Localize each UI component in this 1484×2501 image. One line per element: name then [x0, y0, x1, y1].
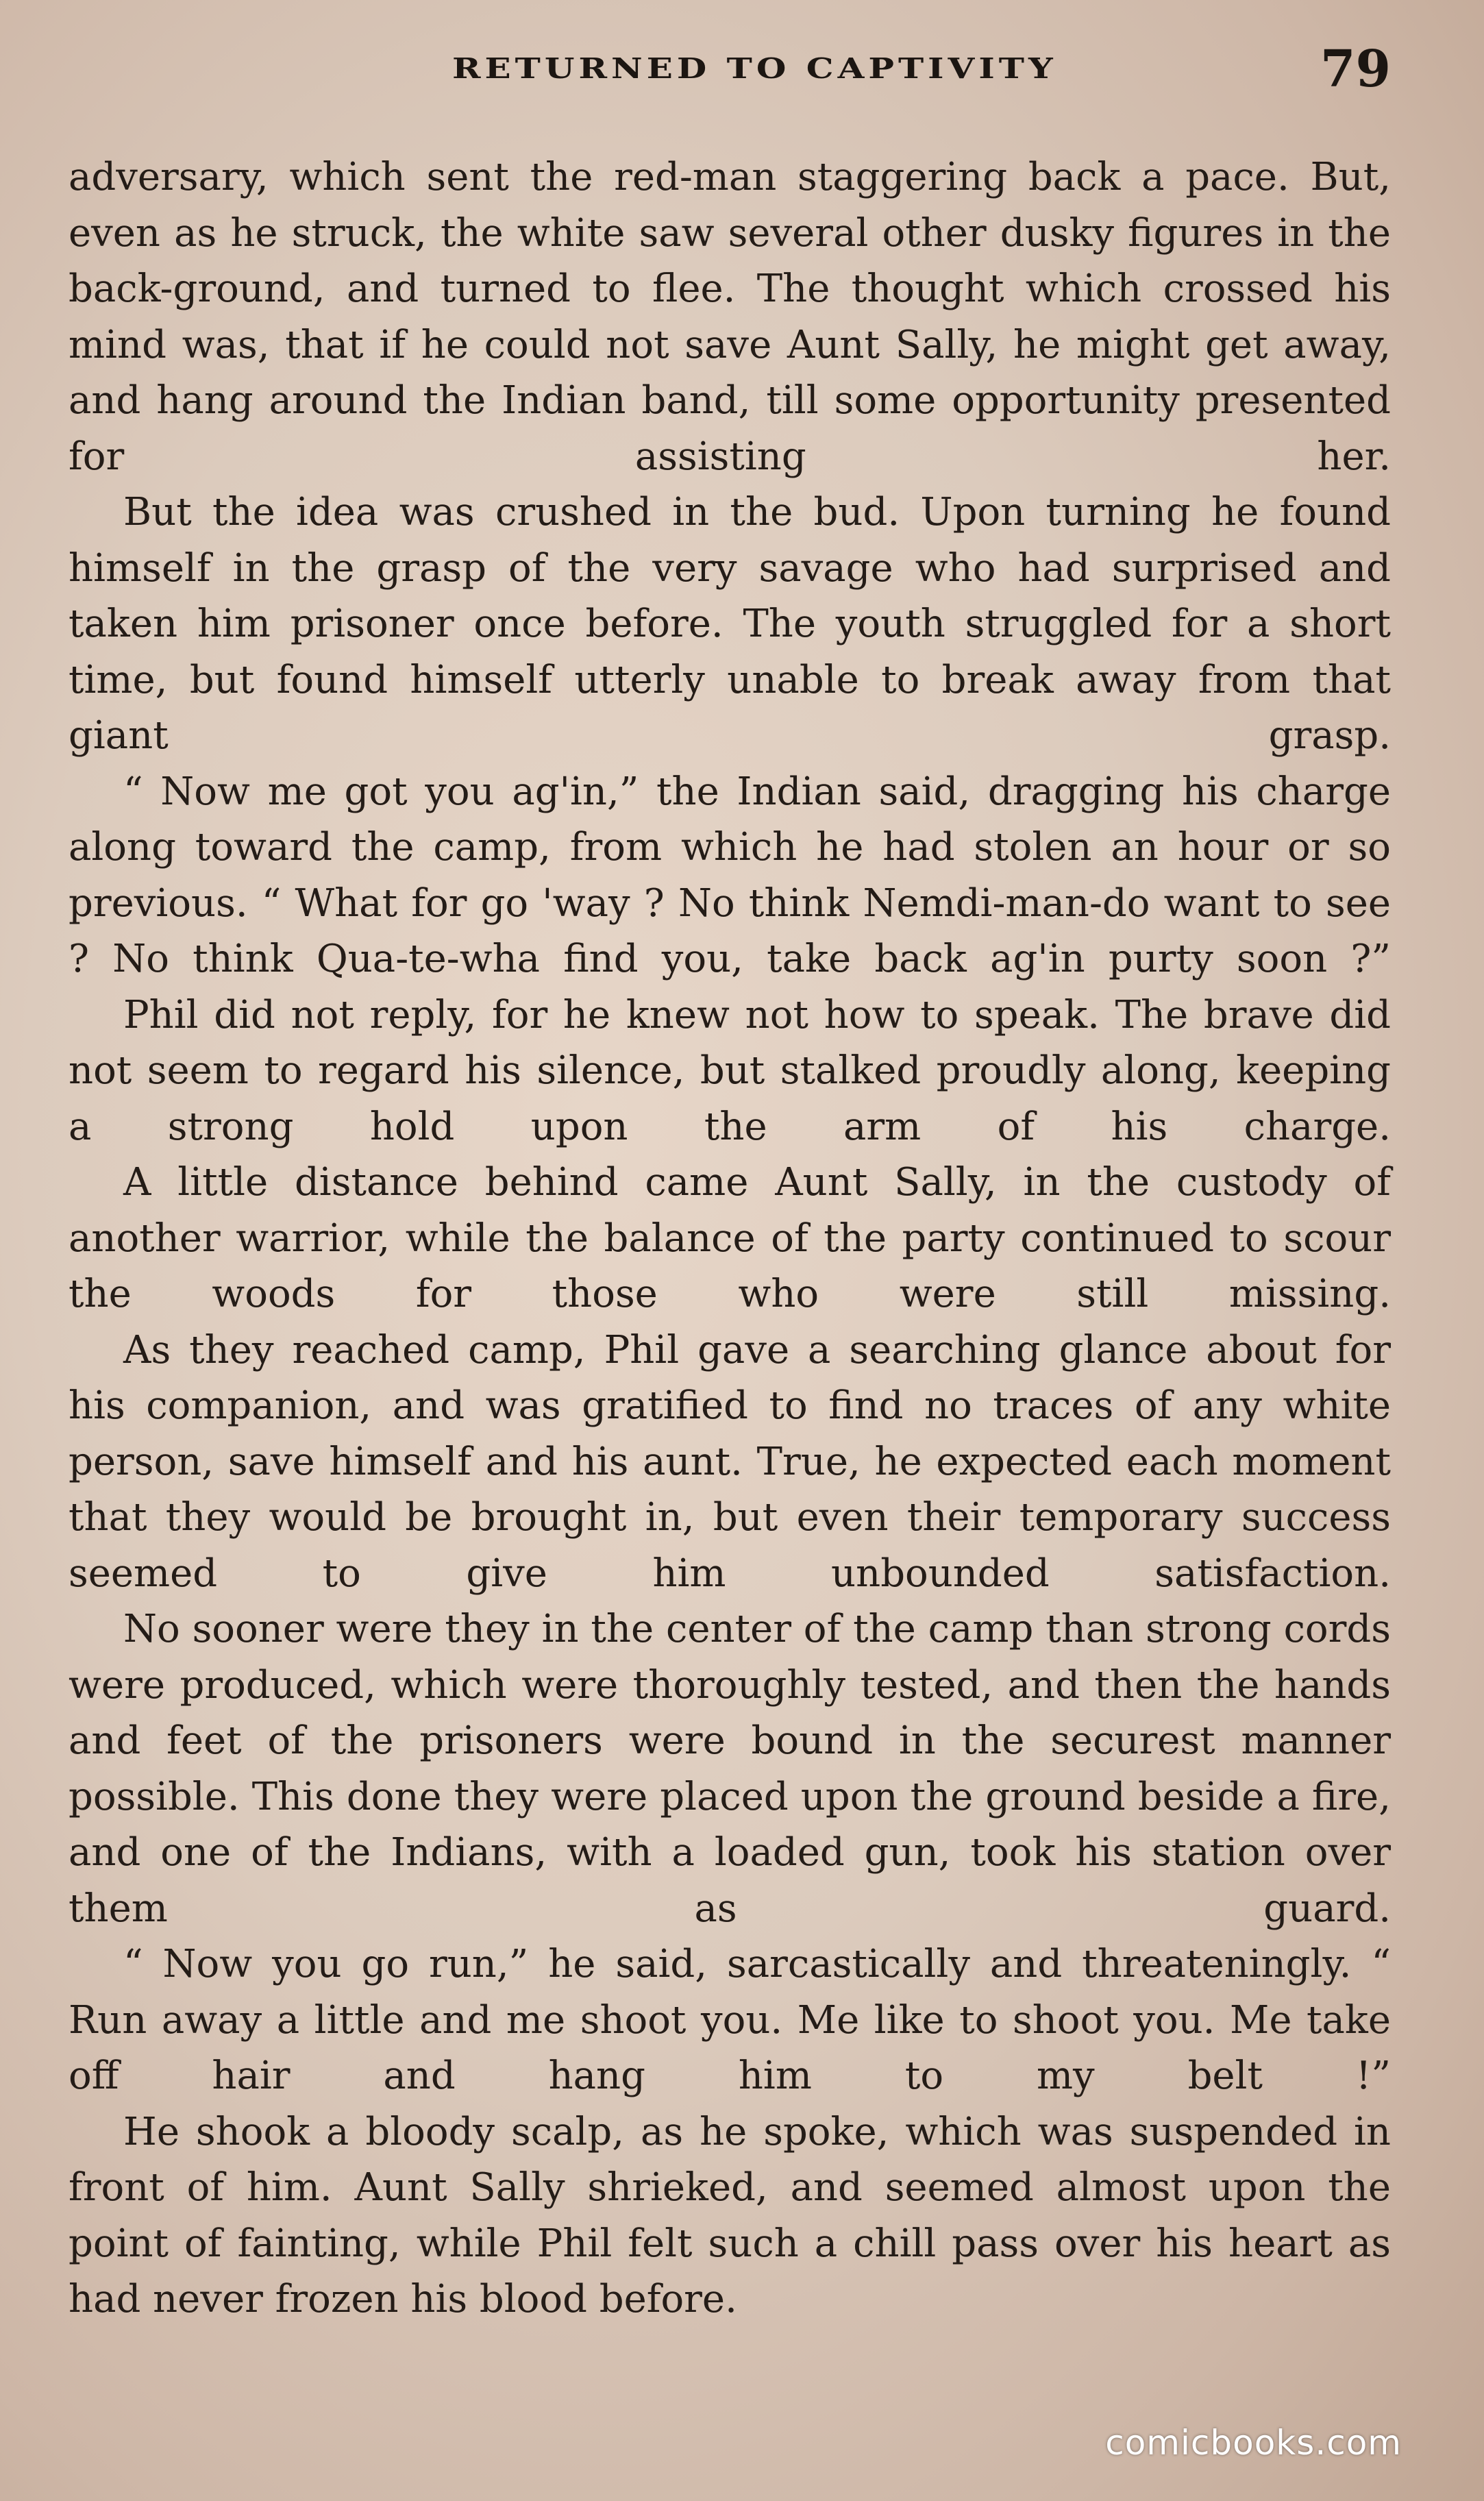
running-head: RETURNED TO CAPTIVITY: [452, 51, 1057, 85]
watermark: comicbooks.com: [1105, 2423, 1402, 2463]
paragraph-5: A little distance behind came Aunt Sally, in the custody of another warrior, while the balance of the party continued to scour the woods for those who were still missing.: [69, 1160, 1391, 1316]
paragraph-1: adversary, which sent the red-man staggering back a pace. But, even as he struck, the white saw several other dusky figures in the back-ground, and turned to flee. The thought which crossed his mind was, that if he could not save Aunt Sally, he might get away, and hang around the Indian band, till some opportunity presented for assisting her.: [69, 155, 1391, 479]
paragraph-8: “ Now you go run,” he said, sarcastically and threateningly. “ Run away a little and me shoot you. Me like to shoot you. Me take off hair and hang him to my belt !”: [69, 1942, 1391, 2098]
paragraph-4: Phil did not reply, for he knew not how to speak. The brave did not seem to regard his silence, but stalked proudly along, keeping a strong hold upon the arm of his charge.: [69, 992, 1391, 1149]
paragraph-6: As they reached camp, Phil gave a searching glance about for his companion, and was gratified to find no traces of any white person, save himself and his aunt. True, he expected each moment that they would be brought in, but even their temporary success seemed to give him unbounded satisfaction.: [69, 1327, 1391, 1596]
page-number: 79: [1320, 40, 1391, 99]
paragraph-9: He shook a bloody scalp, as he spoke, which was suspended in front of him. Aunt Sally shrieked, and seemed almost upon the point of fainting, while Phil felt such a chill pass over his heart as had never frozen his blood before.: [69, 2109, 1391, 2321]
body-text: [69, 149, 1391, 2328]
paragraph-2: But the idea was crushed in the bud. Upon turning he found himself in the grasp of the very savage who had surprised and taken him prisoner once before. The youth struggled for a short time, but found himself utterly unable to break away from that giant grasp.: [69, 490, 1391, 758]
paragraph-3: “ Now me got you ag'in,” the Indian said, dragging his charge along toward the camp, from which he had stolen an hour or so previous. “ What for go 'way ? No think Nemdi-man-do want to see ? No think Qua-te-wha find you, take back ag'in purty soon ?”: [69, 769, 1391, 981]
paragraph-7: No sooner were they in the center of the camp than strong cords were produced, which were thoroughly tested, and then the hands and feet of the prisoners were bound in the securest manner possible. This done they were placed upon the ground beside a fire, and one of the Indians, with a loaded gun, took his station over them as guard.: [69, 1607, 1391, 1931]
page-header: [69, 42, 1391, 111]
